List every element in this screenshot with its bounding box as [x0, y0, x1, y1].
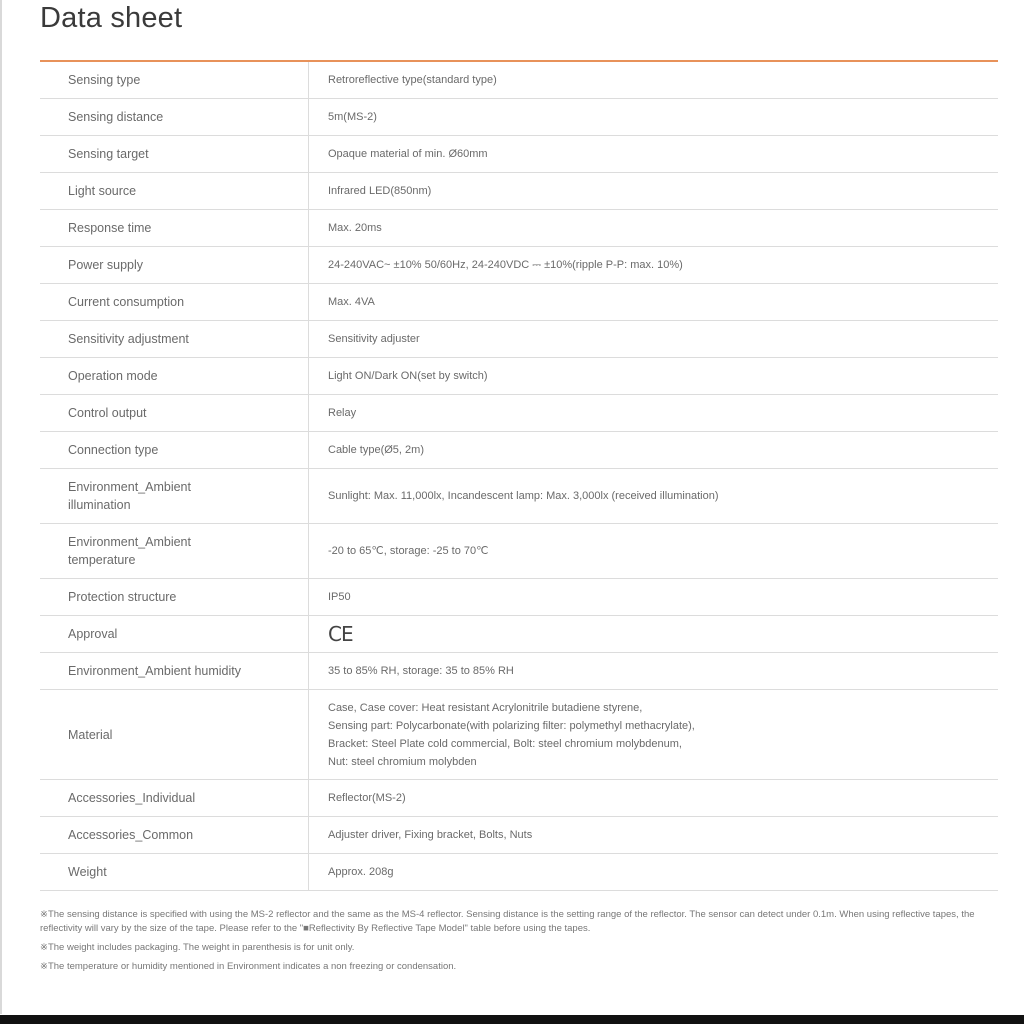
table-row: [40, 854, 998, 891]
table-row: [40, 579, 998, 616]
row-label-line: Environment_Ambient: [68, 480, 191, 494]
table-row: [40, 780, 998, 817]
row-label: Material: [40, 690, 309, 780]
row-label: Sensing type: [40, 62, 309, 99]
row-value: Opaque material of min. Ø60mm: [309, 136, 999, 173]
page-title: Data sheet: [40, 2, 183, 34]
table-row: [40, 136, 998, 173]
table-row: [40, 524, 998, 579]
row-label: Accessories_Common: [40, 817, 309, 854]
row-label: Accessories_Individual: [40, 780, 309, 817]
row-label: Current consumption: [40, 284, 309, 321]
spec-table: [40, 62, 998, 891]
material-line: Sensing part: Polycarbonate(with polarizing filter: polymethyl methacrylate),: [328, 719, 695, 732]
row-label: Operation mode: [40, 358, 309, 395]
row-value: Reflector(MS-2): [309, 780, 999, 817]
table-row: [40, 616, 998, 653]
row-label: Environment_Ambient humidity: [40, 653, 309, 690]
row-value: Light ON/Dark ON(set by switch): [309, 358, 999, 395]
row-label: [40, 524, 309, 579]
row-value: 35 to 85% RH, storage: 35 to 85% RH: [309, 653, 999, 690]
row-label: Control output: [40, 395, 309, 432]
row-label: Sensing distance: [40, 99, 309, 136]
footnotes: [40, 908, 990, 979]
material-line: Nut: steel chromium molybden: [328, 755, 477, 768]
row-label-line: Environment_Ambient: [68, 535, 191, 549]
page-left-border: [0, 0, 2, 1014]
row-label: Power supply: [40, 247, 309, 284]
table-row: [40, 210, 998, 247]
bottom-edge-bar: [0, 1015, 1024, 1024]
material-line: Bracket: Steel Plate cold commercial, Bolt: steel chromium molybdenum,: [328, 737, 682, 750]
table-row: [40, 395, 998, 432]
table-row: [40, 653, 998, 690]
table-row: [40, 690, 998, 780]
table-row: [40, 99, 998, 136]
table-row: [40, 321, 998, 358]
row-label: Sensitivity adjustment: [40, 321, 309, 358]
row-label: Weight: [40, 854, 309, 891]
row-value: Max. 20ms: [309, 210, 999, 247]
row-value: Cable type(Ø5, 2m): [309, 432, 999, 469]
row-value: IP50: [309, 579, 999, 616]
row-value: Retroreflective type(standard type): [309, 62, 999, 99]
row-label-line: illumination: [68, 498, 131, 512]
row-value: [309, 616, 999, 653]
footnote: ※The weight includes packaging. The weight in parenthesis is for unit only.: [40, 942, 355, 953]
row-label: Light source: [40, 173, 309, 210]
ce-mark-icon: CE: [328, 622, 353, 646]
material-line: Case, Case cover: Heat resistant Acrylonitrile butadiene styrene,: [328, 701, 643, 714]
table-row: [40, 247, 998, 284]
table-row: [40, 358, 998, 395]
row-label: Protection structure: [40, 579, 309, 616]
row-value: [309, 690, 999, 780]
row-value: Approx. 208g: [309, 854, 999, 891]
table-row: [40, 432, 998, 469]
row-value: Sunlight: Max. 11,000lx, Incandescent lamp: Max. 3,000lx (received illumination): [309, 469, 999, 524]
row-value: 5m(MS-2): [309, 99, 999, 136]
row-value: Relay: [309, 395, 999, 432]
row-label: Response time: [40, 210, 309, 247]
table-row: [40, 173, 998, 210]
row-value: Sensitivity adjuster: [309, 321, 999, 358]
row-value: -20 to 65℃, storage: -25 to 70℃: [309, 524, 999, 579]
row-label: Sensing target: [40, 136, 309, 173]
table-row: [40, 62, 998, 99]
row-label: Approval: [40, 616, 309, 653]
row-value: Adjuster driver, Fixing bracket, Bolts, Nuts: [309, 817, 999, 854]
table-row: [40, 817, 998, 854]
row-label: [40, 469, 309, 524]
footnote: ※The sensing distance is specified with using the MS-2 reflector and the same as the MS-4 reflector. Sensing distance is the setting range of the reflector. The sensor can detect under 0.1m. When using reflective tapes, the reflectivity will vary by the size of the tape. Please refer to the "■Reflectivity By Reflective Tape Model" table before using the tapes.: [40, 909, 975, 934]
row-value: Max. 4VA: [309, 284, 999, 321]
footnote: ※The temperature or humidity mentioned in Environment indicates a non freezing or condensation.: [40, 961, 457, 972]
row-value: 24-240VAC~ ±10% 50/60Hz, 24-240VDC ⎓ ±10%(ripple P-P: max. 10%): [309, 247, 999, 284]
table-row: [40, 469, 998, 524]
row-label-line: temperature: [68, 553, 136, 567]
row-value: Infrared LED(850nm): [309, 173, 999, 210]
row-label: Connection type: [40, 432, 309, 469]
table-row: [40, 284, 998, 321]
